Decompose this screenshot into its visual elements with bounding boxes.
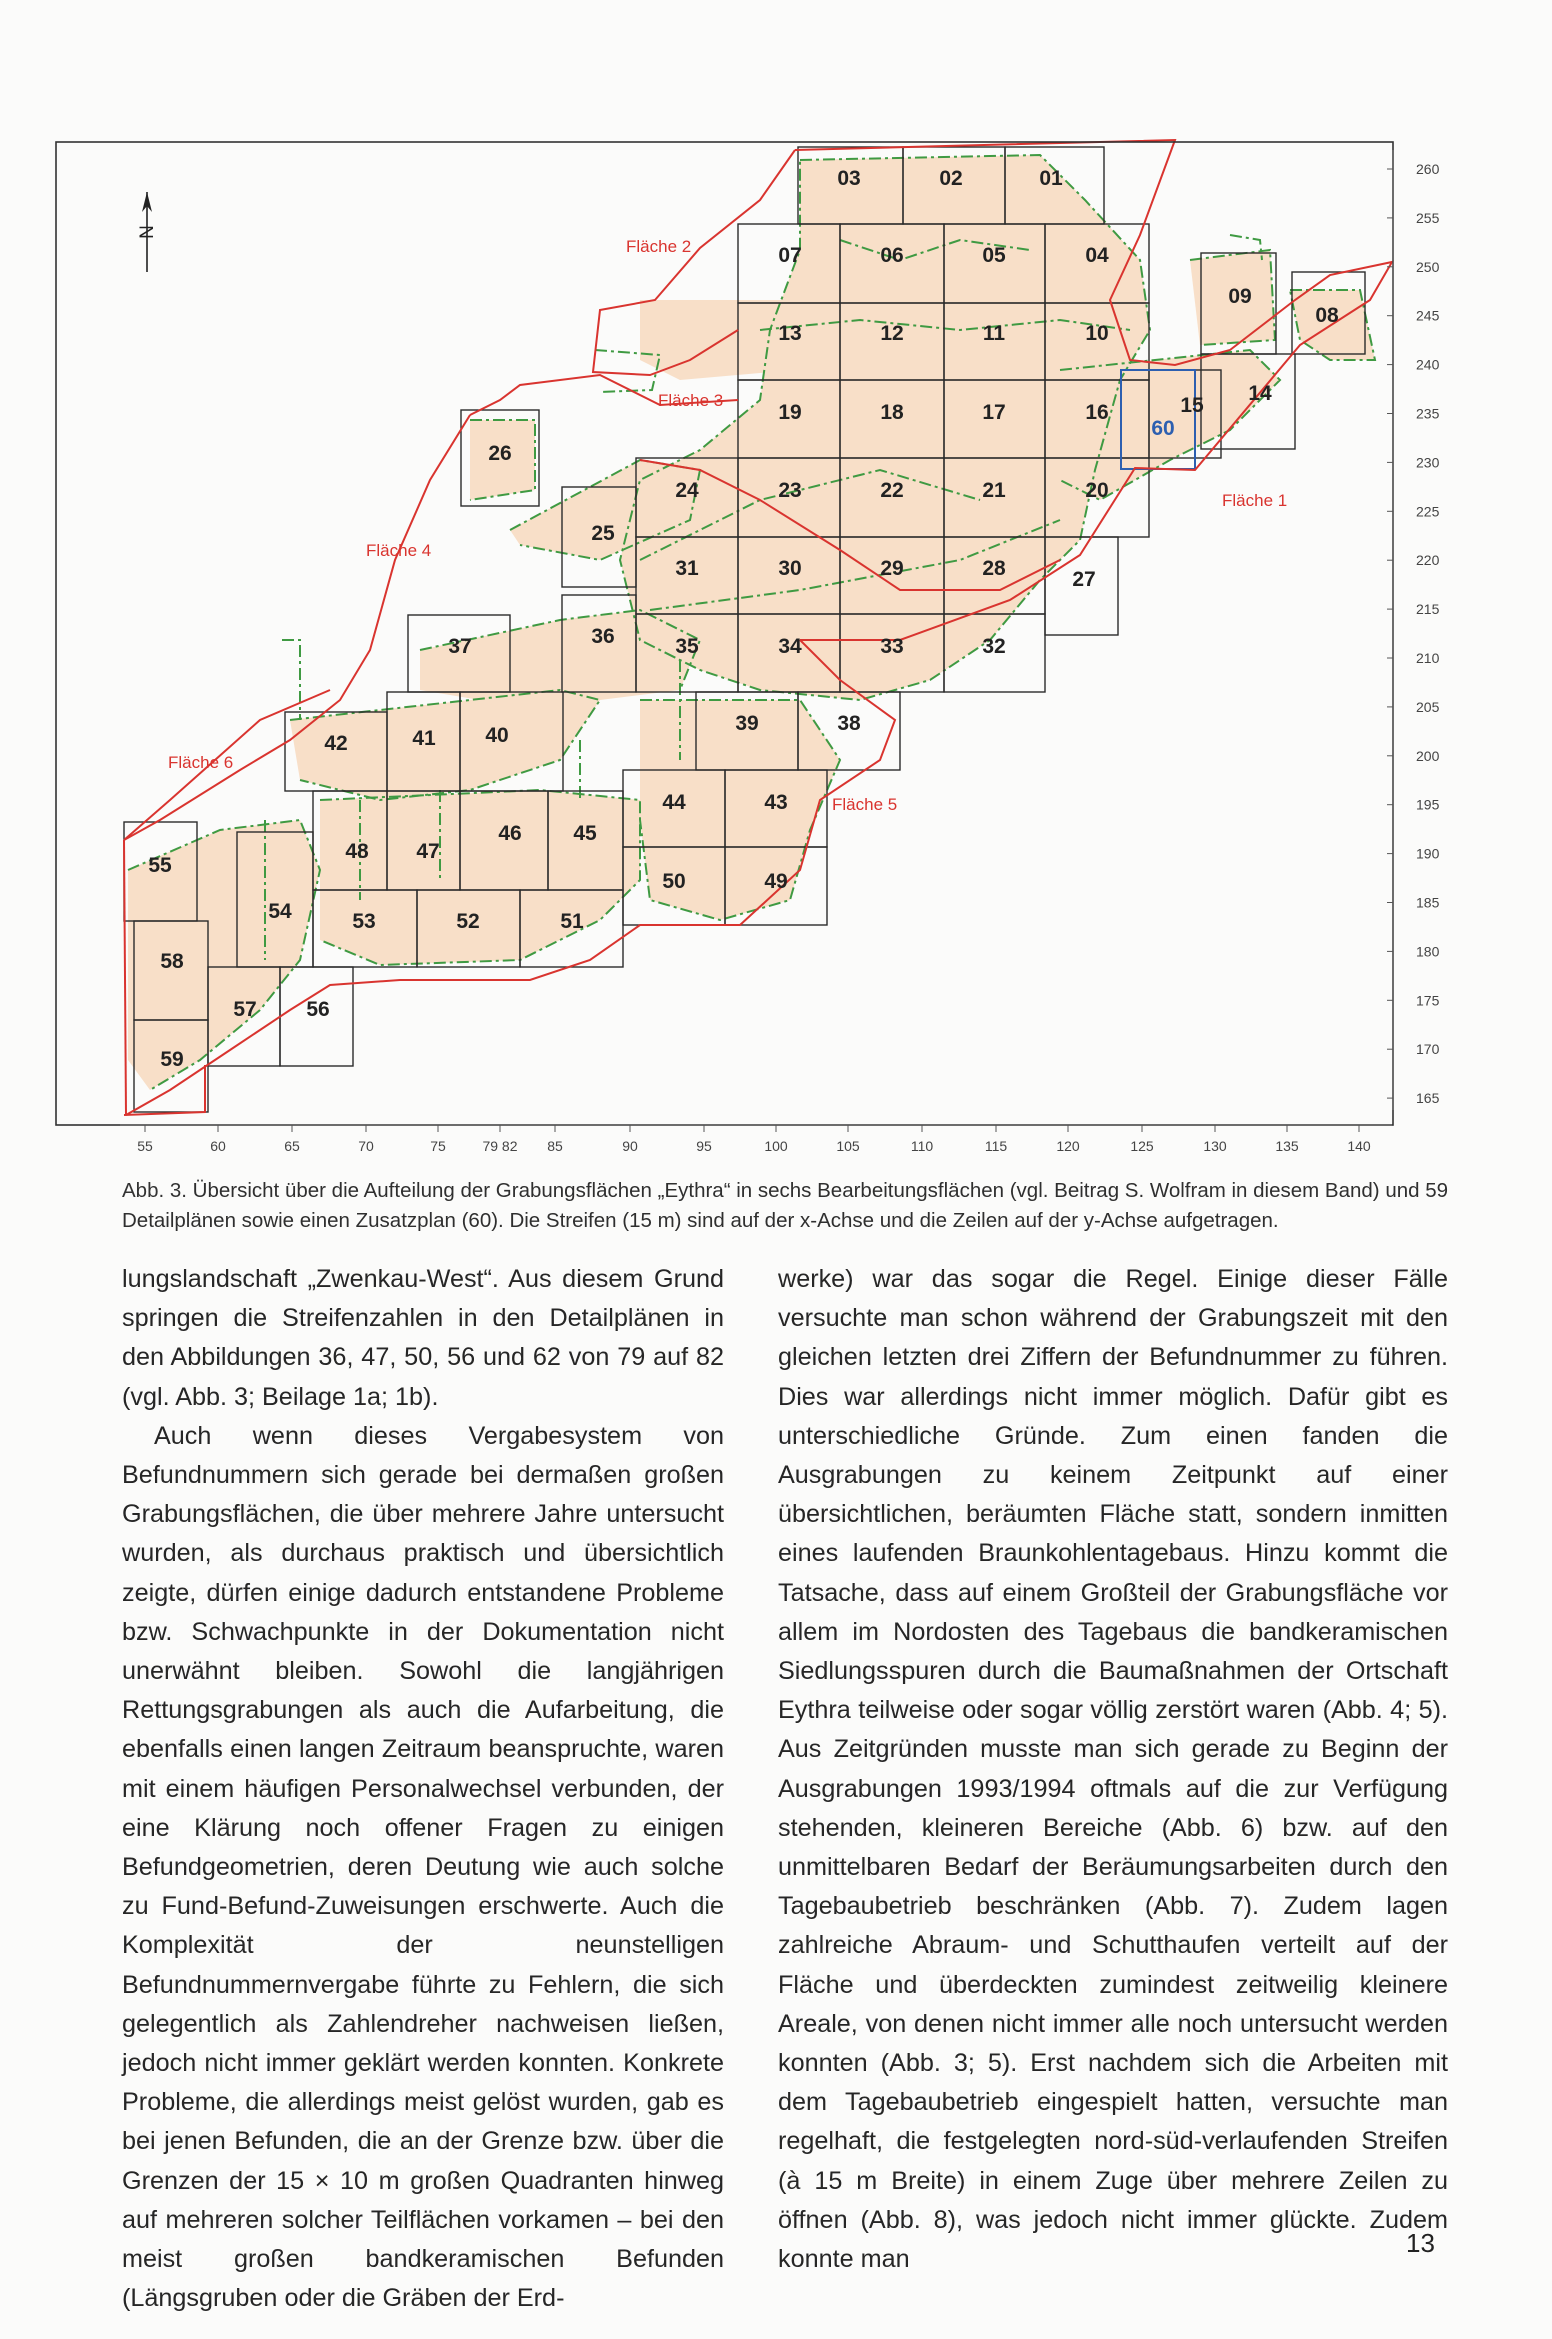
x-tick-label: 65 <box>284 1138 300 1154</box>
plan-number: 31 <box>675 557 699 580</box>
plan-number: 28 <box>982 557 1006 580</box>
x-tick-label: 95 <box>696 1138 712 1154</box>
y-tick-label: 215 <box>1416 601 1440 618</box>
plan-number: 20 <box>1085 479 1109 502</box>
plan-number: 41 <box>412 727 436 750</box>
plan-number: 25 <box>591 522 615 545</box>
plan-number: 13 <box>778 322 802 345</box>
paragraph: werke) war das sogar die Regel. Einige dieser Fälle versuchte man schon während der Grabungszeit mit den gleichen letzten drei Ziffern der Befundnummer zu führen. Dies war allerdings nicht immer möglich. Dafür gibt es unterschiedliche Gründe. Zum einen fanden die Ausgrabungen zu keinem Zeitpunkt auf einer übersichtlichen, beräumten Fläche statt, sondern inmitten eines laufenden Braunkohlentagebaus. Hinzu kommt die Tatsache, dass auf einem Großteil der Grabungsfläche vor allem im Nordosten des Tagebaus die bandkeramischen Siedlungsspuren durch die Baumaßnahmen der Ortschaft Eythra teilweise oder sogar völlig zerstört waren (Abb. 4; 5). Aus Zeitgründen musste man sich gerade zu Beginn der Ausgrabungen 1993/1994 oftmals auf die zur Verfügung stehenden, kleineren Bereiche (Abb. 6) bzw. auf den unmittelbaren Bedarf der Beräumungsarbeiten durch den Tagebaubetrieb beschränken (Abb. 7). Zudem lagen zahlreiche Abraum- und Schutthaufen verteilt auf der Fläche und überdeckten zumindest zeitweilig kleinere Areale, von denen nicht immer alle noch untersucht werden konnten (Abb. 3; 5). Erst nachdem sich die Arbeiten mit dem Tagebaubetrieb eingespielt hatten, versuchte man regelhaft, die festgelegten nord-süd-verlaufenden Streifen (à 15 m Breite) in einem Zuge über mehrere Zeilen zu öffnen (Abb. 8), was jedoch nicht immer glückte. Zudem konnte man <box>778 1265 1448 2274</box>
plan-number: 22 <box>880 479 904 502</box>
y-tick-label: 220 <box>1416 552 1440 569</box>
plan-number: 58 <box>160 950 184 973</box>
x-tick-label: 120 <box>1056 1138 1080 1154</box>
plan-number: 40 <box>485 724 509 747</box>
plan-number: 52 <box>456 910 480 933</box>
y-tick-label: 170 <box>1416 1041 1440 1058</box>
plan-number: 16 <box>1085 401 1109 424</box>
x-tick-label: 140 <box>1347 1138 1371 1154</box>
area-label: Fläche 3 <box>658 391 724 410</box>
plan-number: 38 <box>837 712 861 735</box>
y-tick-label: 195 <box>1416 796 1440 813</box>
y-tick-label: 190 <box>1416 845 1440 862</box>
plan-number: 07 <box>778 244 802 267</box>
paragraph: lungslandschaft „Zwenkau-West“. Aus diesem Grund springen die Streifenzahlen in den Detailplänen in den Abbildungen 36, 47, 50, 56 und 62 von 79 auf 82 (vgl. Abb. 3; Beilage 1a; 1b). <box>122 1265 724 1411</box>
y-tick-label: 185 <box>1416 894 1440 911</box>
plan-number: 47 <box>416 840 440 863</box>
dash-outline <box>282 640 300 720</box>
x-tick-label: 75 <box>430 1138 446 1154</box>
plan-number: 51 <box>560 910 584 933</box>
plan-number: 55 <box>148 854 172 877</box>
caption-text: Übersicht über die Aufteilung der Grabungsflächen „Eythra“ in sechs Bearbeitungsflächen (vgl. Beitrag S. Wolfram in diesem Band) und 59 Detailplänen sowie einen Zusatzplan (60). Die Streifen (15 m) sind auf der x-Achse und die Zeilen auf der y-Achse aufgetragen. <box>122 1179 1449 1232</box>
x-tick-label: 105 <box>836 1138 860 1154</box>
plan-number: 06 <box>880 244 904 267</box>
extra-plan-number: 60 <box>1151 417 1175 440</box>
y-tick-label: 200 <box>1416 747 1440 764</box>
y-tick-label: 225 <box>1416 503 1440 520</box>
y-axis <box>1387 150 1440 1110</box>
x-tick-label: 125 <box>1130 1138 1154 1154</box>
plan-number: 23 <box>778 479 802 502</box>
plan-number: 08 <box>1315 304 1339 327</box>
plan-number: 10 <box>1085 322 1109 345</box>
plan-number: 09 <box>1228 285 1252 308</box>
plan-number: 50 <box>662 870 686 893</box>
plan-number: 29 <box>880 557 904 580</box>
y-tick-label: 260 <box>1416 161 1440 177</box>
x-tick-label: 90 <box>622 1138 638 1154</box>
plan-number: 21 <box>982 479 1006 502</box>
area-label: Fläche 4 <box>366 541 432 560</box>
y-tick-label: 205 <box>1416 698 1440 715</box>
plan-number: 37 <box>448 635 472 658</box>
plan-number: 19 <box>778 401 802 424</box>
area-label: Fläche 6 <box>168 753 234 772</box>
figure-caption <box>122 1176 1457 1236</box>
plan-number: 36 <box>591 625 615 648</box>
plan-number: 14 <box>1248 382 1272 405</box>
y-tick-label: 245 <box>1416 307 1440 324</box>
x-tick-label: 135 <box>1275 1138 1299 1154</box>
plan-number: 17 <box>982 401 1006 424</box>
plan-number: 59 <box>160 1048 184 1071</box>
excavation-plan <box>0 0 1552 1165</box>
plan-number: 34 <box>778 635 802 658</box>
y-tick-label: 230 <box>1416 454 1440 471</box>
paragraph: Auch wenn dieses Vergabesystem von Befundnummern sich gerade bei dermaßen großen Grabungsflächen, die über mehrere Jahre untersucht wurden, als durchaus praktisch und übersichtlich zeigte, dürfen einige dadurch entstandene Probleme bzw. Schwachpunkte in der Dokumentation nicht unerwähnt bleiben. Sowohl die langjährigen Rettungsgrabungen als auch die Aufarbeitung, die ebenfalls einen langen Zeitraum beanspruchte, waren mit einem häufigen Personalwechsel verbunden, der eine Klärung noch offener Fragen zu einigen Befundgeometrien, deren Deutung wie auch solche zu Fund-Befund-Zuweisungen erschwerte. Auch die Komplexität der neunstelligen Befundnummernvergabe führte zu Fehlern, die sich gelegentlich als Zahlendreher nachweisen ließen, jedoch nicht immer geklärt werden konnten. Konkrete Probleme, die allerdings meist gelöst wurden, gab es bei jenen Befunden, die an der Grenze bzw. über die Grenzen der 15 × 10 m großen Quadranten hinweg auf mehreren solcher Teilflächen vorkamen – bei den meist großen bandkeramischen Befunden (Längsgruben oder die Gräben der Erd- <box>122 1421 724 2313</box>
plan-number: 53 <box>352 910 376 933</box>
page-number: 13 <box>1406 2228 1435 2258</box>
x-tick-label: 115 <box>984 1138 1008 1154</box>
plan-fill-area <box>320 790 640 965</box>
plan-number: 18 <box>880 401 904 424</box>
y-tick-label: 255 <box>1416 209 1440 226</box>
plan-number: 39 <box>735 712 759 735</box>
x-tick-label: 79 82 <box>482 1138 518 1154</box>
plan-number: 48 <box>345 840 369 863</box>
plan-number: 56 <box>306 998 330 1021</box>
caption-label: Abb. 3. <box>122 1179 187 1202</box>
y-tick-label: 165 <box>1416 1090 1440 1107</box>
plan-number: 24 <box>675 479 699 502</box>
plan-number: 44 <box>662 791 686 814</box>
x-axis <box>120 1125 1392 1154</box>
plan-number: 12 <box>880 322 904 345</box>
plan-number: 26 <box>488 442 512 465</box>
body-column-right <box>778 1260 1448 2279</box>
y-tick-label: 210 <box>1416 650 1440 666</box>
x-tick-label: 70 <box>358 1138 374 1154</box>
north-label: N <box>137 225 158 239</box>
plan-number: 49 <box>764 870 788 893</box>
plan-number: 02 <box>939 167 963 190</box>
y-tick-label: 175 <box>1416 992 1440 1009</box>
x-tick-label: 130 <box>1203 1138 1227 1154</box>
plan-fill-areas <box>128 155 1375 1090</box>
plan-number: 57 <box>233 998 257 1021</box>
x-tick-label: 100 <box>764 1138 788 1154</box>
body-column-left <box>122 1260 724 2318</box>
plan-number: 01 <box>1039 167 1063 190</box>
plan-number: 04 <box>1085 244 1109 267</box>
y-tick-label: 240 <box>1416 356 1440 373</box>
x-tick-label: 85 <box>547 1138 563 1154</box>
plan-number: 15 <box>1180 394 1204 417</box>
y-tick-label: 235 <box>1416 405 1440 422</box>
plan-number: 30 <box>778 557 802 580</box>
plan-number: 42 <box>324 732 348 755</box>
plan-number: 05 <box>982 244 1006 267</box>
plan-number: 32 <box>982 635 1006 658</box>
plan-number: 54 <box>268 900 292 923</box>
plan-number: 45 <box>573 822 597 845</box>
plan-number: 03 <box>837 167 861 190</box>
area-label: Fläche 5 <box>832 795 898 814</box>
x-tick-label: 110 <box>910 1138 934 1154</box>
x-tick-label: 60 <box>210 1138 226 1154</box>
x-tick-label: 55 <box>137 1138 153 1154</box>
plan-number: 33 <box>880 635 904 658</box>
plan-number: 27 <box>1072 568 1096 591</box>
y-tick-label: 250 <box>1416 258 1440 275</box>
north-arrow <box>137 192 158 272</box>
area-label: Fläche 1 <box>1222 491 1288 510</box>
plan-number: 11 <box>982 322 1006 345</box>
plan-number: 43 <box>764 791 788 814</box>
area-label: Fläche 2 <box>626 237 692 256</box>
area-outline <box>124 840 126 1115</box>
plan-number: 35 <box>675 635 699 658</box>
y-tick-label: 180 <box>1416 943 1440 960</box>
plan-number: 46 <box>498 822 522 845</box>
